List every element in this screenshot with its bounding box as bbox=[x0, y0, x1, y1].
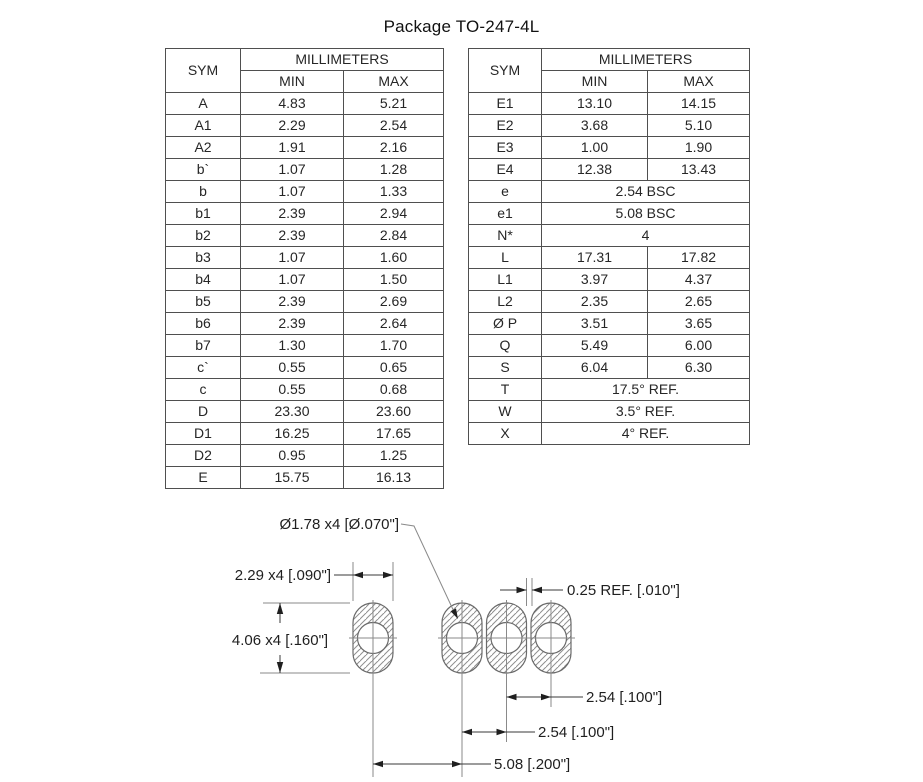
min-cell: 1.00 bbox=[542, 137, 648, 159]
table-header-row bbox=[166, 49, 444, 71]
pitch-1-2-dimension bbox=[373, 756, 570, 773]
table-row bbox=[469, 93, 750, 115]
table-row bbox=[469, 357, 750, 379]
table-row bbox=[469, 423, 750, 445]
max-cell: 1.25 bbox=[344, 445, 444, 467]
table-row bbox=[166, 159, 444, 181]
min-cell: 3.51 bbox=[542, 313, 648, 335]
max-cell: 6.30 bbox=[648, 357, 750, 379]
symbol-cell: b6 bbox=[166, 313, 241, 335]
symbol-cell: E3 bbox=[469, 137, 542, 159]
min-cell: 0.55 bbox=[241, 357, 344, 379]
min-cell: 3.68 bbox=[542, 115, 648, 137]
dimensions-table-left bbox=[165, 48, 444, 489]
max-cell: 2.65 bbox=[648, 291, 750, 313]
table-row bbox=[166, 203, 444, 225]
max-cell: 5.10 bbox=[648, 115, 750, 137]
max-cell: 1.70 bbox=[344, 335, 444, 357]
value-cell: 4° REF. bbox=[542, 423, 750, 445]
max-cell: 2.16 bbox=[344, 137, 444, 159]
max-cell: 2.54 bbox=[344, 115, 444, 137]
symbol-cell: T bbox=[469, 379, 542, 401]
min-cell: 2.39 bbox=[241, 225, 344, 247]
min-cell: 4.83 bbox=[241, 93, 344, 115]
table-row bbox=[469, 115, 750, 137]
min-cell: 1.07 bbox=[241, 247, 344, 269]
table-row bbox=[166, 357, 444, 379]
hole-diameter-label: Ø1.78 x4 [Ø.070"] bbox=[279, 516, 399, 533]
table-row bbox=[166, 379, 444, 401]
symbol-cell: L1 bbox=[469, 269, 542, 291]
pitch-3-4-label: 2.54 [.100"] bbox=[586, 689, 663, 706]
min-cell: 13.10 bbox=[542, 93, 648, 115]
min-cell: 23.30 bbox=[241, 401, 344, 423]
min-cell: 15.75 bbox=[241, 467, 344, 489]
symbol-cell: A1 bbox=[166, 115, 241, 137]
pad-width-label: 2.29 x4 [.090"] bbox=[234, 567, 331, 584]
max-cell: 16.13 bbox=[344, 467, 444, 489]
pad-gap-label: 0.25 REF. [.010"] bbox=[567, 582, 680, 599]
col-header-max: MAX bbox=[344, 71, 444, 93]
value-cell: 17.5° REF. bbox=[542, 379, 750, 401]
col-header-sym: SYM bbox=[469, 49, 542, 93]
min-cell: 1.30 bbox=[241, 335, 344, 357]
max-cell: 23.60 bbox=[344, 401, 444, 423]
table-row bbox=[469, 137, 750, 159]
col-header-min: MIN bbox=[542, 71, 648, 93]
symbol-cell: X bbox=[469, 423, 542, 445]
symbol-cell: b2 bbox=[166, 225, 241, 247]
table-row bbox=[166, 137, 444, 159]
symbol-cell: E4 bbox=[469, 159, 542, 181]
col-header-sym: SYM bbox=[166, 49, 241, 93]
symbol-cell: e1 bbox=[469, 203, 542, 225]
min-cell: 0.55 bbox=[241, 379, 344, 401]
symbol-cell: c bbox=[166, 379, 241, 401]
table-row bbox=[469, 335, 750, 357]
pad-gap-dimension bbox=[500, 578, 680, 606]
value-cell: 5.08 BSC bbox=[542, 203, 750, 225]
max-cell: 1.90 bbox=[648, 137, 750, 159]
table-row bbox=[469, 291, 750, 313]
max-cell: 2.69 bbox=[344, 291, 444, 313]
min-cell: 1.91 bbox=[241, 137, 344, 159]
table-row bbox=[469, 181, 750, 203]
symbol-cell: b3 bbox=[166, 247, 241, 269]
symbol-cell: L2 bbox=[469, 291, 542, 313]
col-header-min: MIN bbox=[241, 71, 344, 93]
min-cell: 2.39 bbox=[241, 313, 344, 335]
table-row bbox=[166, 423, 444, 445]
table-row bbox=[166, 313, 444, 335]
min-cell: 2.39 bbox=[241, 291, 344, 313]
min-cell: 3.97 bbox=[542, 269, 648, 291]
pad-height-dimension bbox=[232, 603, 350, 673]
max-cell: 13.43 bbox=[648, 159, 750, 181]
symbol-cell: b7 bbox=[166, 335, 241, 357]
table-row bbox=[469, 159, 750, 181]
table-row bbox=[469, 225, 750, 247]
pad-width-dimension bbox=[235, 562, 393, 601]
max-cell: 2.64 bbox=[344, 313, 444, 335]
symbol-cell: A bbox=[166, 93, 241, 115]
max-cell: 6.00 bbox=[648, 335, 750, 357]
table-row bbox=[469, 313, 750, 335]
symbol-cell: D2 bbox=[166, 445, 241, 467]
symbol-cell: D1 bbox=[166, 423, 241, 445]
max-cell: 17.82 bbox=[648, 247, 750, 269]
min-cell: 17.31 bbox=[542, 247, 648, 269]
table-row bbox=[166, 291, 444, 313]
min-cell: 2.35 bbox=[542, 291, 648, 313]
min-cell: 1.07 bbox=[241, 181, 344, 203]
symbol-cell: E bbox=[166, 467, 241, 489]
value-cell: 3.5° REF. bbox=[542, 401, 750, 423]
min-cell: 2.29 bbox=[241, 115, 344, 137]
pitch-3-4-dimension bbox=[507, 689, 663, 706]
max-cell: 4.37 bbox=[648, 269, 750, 291]
max-cell: 5.21 bbox=[344, 93, 444, 115]
table-header-row bbox=[469, 49, 750, 71]
pad-height-label: 4.06 x4 [.160"] bbox=[231, 632, 329, 649]
symbol-cell: Q bbox=[469, 335, 542, 357]
table-row bbox=[166, 181, 444, 203]
symbol-cell: D bbox=[166, 401, 241, 423]
table-row bbox=[166, 335, 444, 357]
symbol-cell: A2 bbox=[166, 137, 241, 159]
symbol-cell: e bbox=[469, 181, 542, 203]
min-cell: 0.95 bbox=[241, 445, 344, 467]
max-cell: 2.84 bbox=[344, 225, 444, 247]
symbol-cell: S bbox=[469, 357, 542, 379]
symbol-cell: Ø P bbox=[469, 313, 542, 335]
symbol-cell: N* bbox=[469, 225, 542, 247]
table-row bbox=[166, 225, 444, 247]
min-cell: 5.49 bbox=[542, 335, 648, 357]
max-cell: 0.65 bbox=[344, 357, 444, 379]
min-cell: 2.39 bbox=[241, 203, 344, 225]
footprint-drawing bbox=[0, 505, 923, 782]
symbol-cell: c` bbox=[166, 357, 241, 379]
max-cell: 17.65 bbox=[344, 423, 444, 445]
max-cell: 1.33 bbox=[344, 181, 444, 203]
min-cell: 12.38 bbox=[542, 159, 648, 181]
symbol-cell: b1 bbox=[166, 203, 241, 225]
table-row bbox=[469, 379, 750, 401]
max-cell: 2.94 bbox=[344, 203, 444, 225]
min-cell: 16.25 bbox=[241, 423, 344, 445]
symbol-cell: L bbox=[469, 247, 542, 269]
table-row bbox=[469, 401, 750, 423]
col-header-millimeters: MILLIMETERS bbox=[542, 49, 750, 71]
pitch-2-3-dimension bbox=[462, 724, 614, 741]
min-cell: 1.07 bbox=[241, 159, 344, 181]
col-header-millimeters: MILLIMETERS bbox=[241, 49, 444, 71]
max-cell: 1.50 bbox=[344, 269, 444, 291]
pitch-1-2-label: 5.08 [.200"] bbox=[494, 756, 571, 773]
dimensions-table-right bbox=[468, 48, 750, 445]
symbol-cell: b5 bbox=[166, 291, 241, 313]
symbol-cell: E2 bbox=[469, 115, 542, 137]
max-cell: 3.65 bbox=[648, 313, 750, 335]
page-title: Package TO-247-4L bbox=[383, 17, 540, 36]
table-row bbox=[166, 467, 444, 489]
table-row bbox=[469, 203, 750, 225]
table-row bbox=[166, 93, 444, 115]
table-row bbox=[166, 445, 444, 467]
min-cell: 1.07 bbox=[241, 269, 344, 291]
symbol-cell: b4 bbox=[166, 269, 241, 291]
col-header-max: MAX bbox=[648, 71, 750, 93]
value-cell: 2.54 BSC bbox=[542, 181, 750, 203]
max-cell: 1.28 bbox=[344, 159, 444, 181]
symbol-cell: W bbox=[469, 401, 542, 423]
table-row bbox=[166, 401, 444, 423]
symbol-cell: b` bbox=[166, 159, 241, 181]
max-cell: 14.15 bbox=[648, 93, 750, 115]
table-row bbox=[166, 269, 444, 291]
max-cell: 1.60 bbox=[344, 247, 444, 269]
table-row bbox=[166, 115, 444, 137]
symbol-cell: E1 bbox=[469, 93, 542, 115]
max-cell: 0.68 bbox=[344, 379, 444, 401]
table-row bbox=[469, 269, 750, 291]
symbol-cell: b bbox=[166, 181, 241, 203]
table-row bbox=[469, 247, 750, 269]
min-cell: 6.04 bbox=[542, 357, 648, 379]
table-row bbox=[166, 247, 444, 269]
pitch-2-3-label: 2.54 [.100"] bbox=[538, 724, 615, 741]
value-cell: 4 bbox=[542, 225, 750, 247]
